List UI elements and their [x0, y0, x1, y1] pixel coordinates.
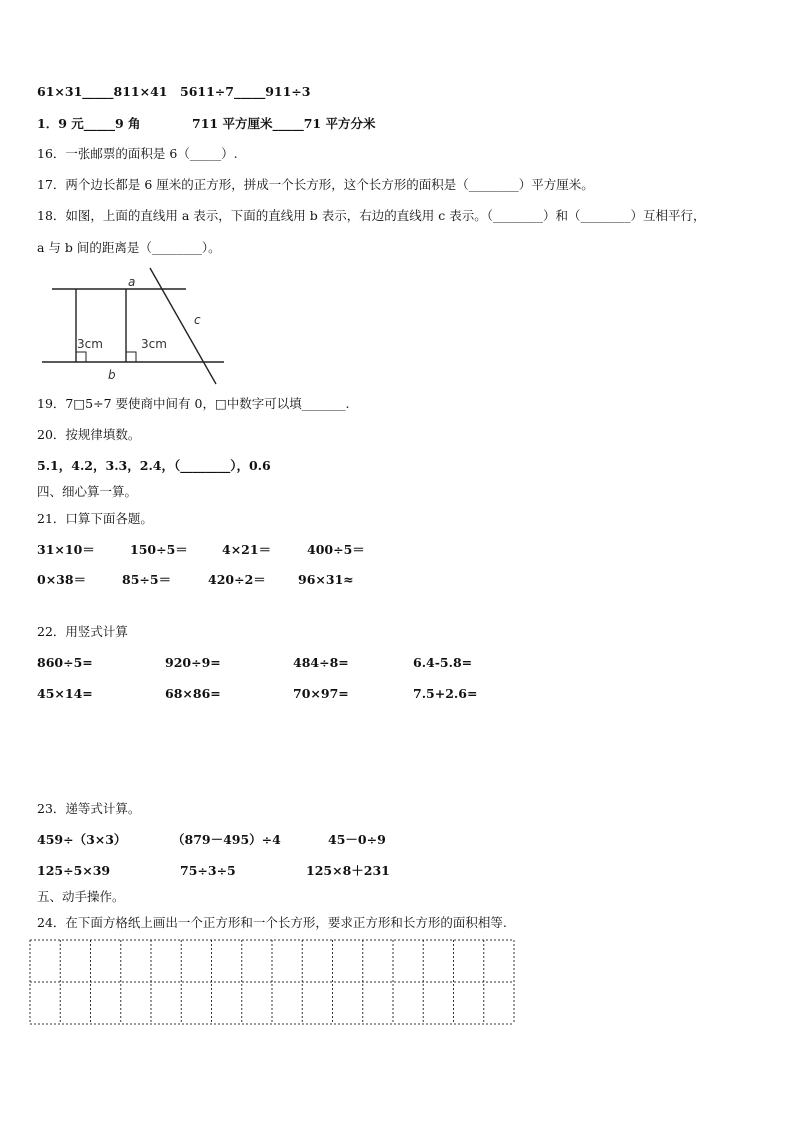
vertical-calc: 6.4-5.8= [413, 655, 473, 670]
stepwise-calc: 459÷（3×3） [37, 832, 127, 847]
oral-calc: 0×38＝ [37, 572, 87, 587]
question-20-sequence: 5.1，4.2，3.3，2.4，（________），0.6 [37, 458, 271, 473]
label-b: b [108, 368, 116, 382]
vertical-calc: 484÷8= [293, 655, 349, 670]
stepwise-calc: （879－495）÷4 [172, 832, 281, 847]
label-c: c [194, 313, 201, 327]
compare-left-1: 61×31_____811×41 [37, 84, 168, 99]
question-19: 19．7□5÷7 要使商中间有 0，□中数字可以填_______. [37, 396, 350, 411]
question-18-line1: 18．如图，上面的直线用 a 表示，下面的直线用 b 表示，右边的直线用 c 表示。（________）和（________）互相平行， [37, 208, 706, 223]
vertical-calc: 920÷9= [165, 655, 221, 670]
vertical-calc: 860÷5= [37, 655, 93, 670]
compare-right-2: 711 平方厘米_____71 平方分米 [192, 116, 376, 131]
oral-calc: 400÷5＝ [307, 542, 365, 557]
vertical-calc: 7.5+2.6= [413, 686, 478, 701]
vertical-calc: 45×14= [37, 686, 93, 701]
stepwise-calc: 75÷3÷5 [180, 863, 236, 878]
vertical-calc: 68×86= [165, 686, 221, 701]
compare-right-1: 5611÷7_____911÷3 [180, 84, 311, 99]
question-22-title: 22．用竖式计算 [37, 624, 128, 639]
vertical-calc: 70×97= [293, 686, 349, 701]
question-16: 16．一张邮票的面积是 6（_____）. [37, 146, 238, 161]
grid-paper[interactable] [29, 939, 515, 1025]
question-18-line2: a 与 b 间的距离是（________）。 [37, 240, 221, 255]
oral-calc: 96×31≈ [298, 572, 354, 587]
question-24-title: 24．在下面方格纸上画出一个正方形和一个长方形，要求正方形和长方形的面积相等. [37, 915, 507, 930]
section-5-heading: 五、动手操作。 [37, 889, 125, 904]
distance-label-1: 3cm [77, 337, 103, 351]
parallel-lines-figure [38, 264, 228, 388]
stepwise-calc: 125÷5×39 [37, 863, 111, 878]
question-20-title: 20．按规律填数。 [37, 427, 141, 442]
question-23-title: 23．递等式计算。 [37, 801, 141, 816]
compare-left-2: 1．9 元_____9 角 [37, 116, 141, 131]
oral-calc: 31×10＝ [37, 542, 95, 557]
stepwise-calc: 45－0÷9 [328, 832, 386, 847]
oral-calc: 420÷2＝ [208, 572, 266, 587]
oral-calc: 4×21＝ [222, 542, 272, 557]
stepwise-calc: 125×8＋231 [306, 863, 390, 878]
question-21-title: 21．口算下面各题。 [37, 511, 153, 526]
oral-calc: 85÷5＝ [122, 572, 172, 587]
section-4-heading: 四、细心算一算。 [37, 484, 138, 499]
oral-calc: 150÷5＝ [130, 542, 188, 557]
question-17: 17．两个边长都是 6 厘米的正方形，拼成一个长方形，这个长方形的面积是（________）平方厘米。 [37, 177, 594, 192]
distance-label-2: 3cm [141, 337, 167, 351]
label-a: a [128, 275, 136, 289]
